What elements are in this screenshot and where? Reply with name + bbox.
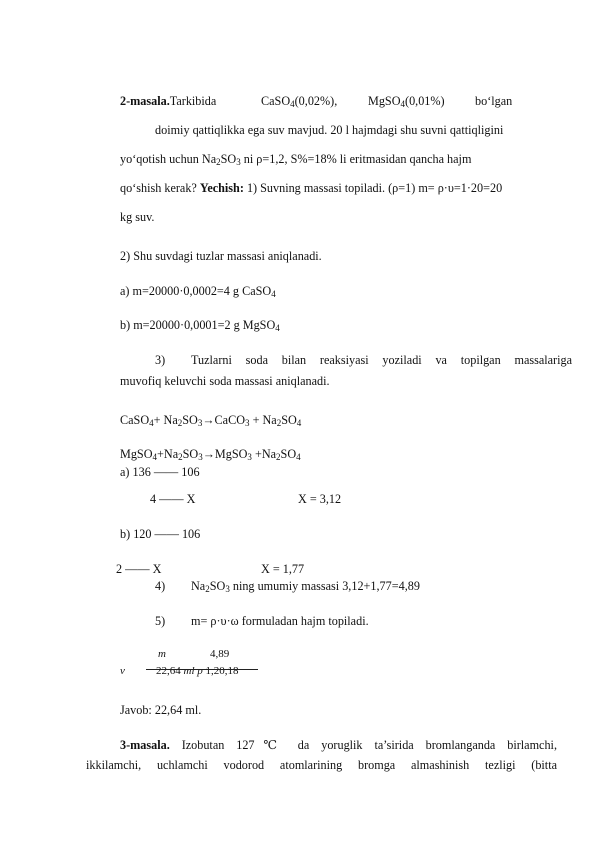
step-5-number: 5) <box>155 614 166 628</box>
step-3-number: 3) <box>155 353 166 367</box>
problem-2-label: 2-masala. <box>120 94 170 108</box>
problem-2-line-3: yo‘qotish uchun $Na_2SO_3$ ni ρ=1,2, S%=18% li eritmasidan qancha hajm <box>120 152 472 167</box>
step-5-text: m= ρ·υ·ω formuladan hajm topiladi. <box>191 614 369 628</box>
step-3-continuation: muvofiq keluvchi soda massasi aniqlanadi. <box>120 374 330 388</box>
proportion-b-result: X = 1,77 <box>261 562 305 576</box>
proportion-b-line-1: b) 120 —— 106 <box>120 527 201 541</box>
problem-2-line-5: kg suv. <box>120 210 155 224</box>
problem-3-label: 3-masala. <box>120 738 170 752</box>
proportion-b-line-2: 2 —— X <box>116 562 162 576</box>
proportion-a-line-2: 4 —— X <box>150 492 196 506</box>
equation-mgso4: $MgSO_4+Na_2SO_3\to MgSO_3 +Na_2SO_4$ <box>120 447 301 462</box>
formula-m: m <box>158 648 166 660</box>
step-4-number: 4) <box>155 579 166 593</box>
step-2: 2) Shu suvdagi tuzlar massasi aniqlanadi. <box>120 249 322 263</box>
problem-2-line-4: qo‘shish kerak? Yechish: 1) Suvning massasi topiladi. (ρ=1) m= ρ·υ=1·20=20 <box>120 181 503 195</box>
formula-numerator: 4,89 <box>210 648 230 660</box>
step-3-text: Tuzlarni soda bilan reaksiyasi yoziladi va topilgan massalariga <box>191 353 572 367</box>
answer: Javob: 22,64 ml. <box>120 703 202 717</box>
formula-v: v <box>120 665 125 677</box>
solution-label: Yechish: <box>199 181 244 195</box>
step-2a: a) m=20000·0,0002=4 g CaSO$_4$ <box>120 284 276 299</box>
problem-3-line-2: ikkilamchi, uchlamchi vodorod atomlarining bromga almashinish tezligi (bitta <box>86 758 557 772</box>
problem-2-mgso4: MgSO$_4$(0,01%) <box>368 94 445 109</box>
proportion-a-line-1: a) 136 —— 106 <box>120 465 200 479</box>
equation-caso4: CaSO$_4$+ $Na_2SO_3\to CaCO_3 + Na_2SO_4$ <box>120 413 302 428</box>
proportion-a-result: X = 3,12 <box>298 492 342 506</box>
problem-2-line-1: 2-masala.Tarkibida <box>120 94 217 108</box>
step-4-text: $Na_2SO_3$ ning umumiy massasi 3,12+1,77=4,89 <box>191 579 420 594</box>
problem-2-caso4: CaSO$_4$(0,02%), <box>261 94 338 109</box>
formula-result: 22,64 ml p 1,20,18 <box>156 665 239 677</box>
problem-2-bolgan: bo‘lgan <box>475 94 513 108</box>
problem-3-line-1: 3-masala. Izobutan 127℃ da yoruglik ta’sirida bromlanganda birlamchi, <box>120 738 557 752</box>
problem-2-line-2: doimiy qattiqlikka ega suv mavjud. 20 l hajmdagi shu suvni qattiqligini <box>155 123 504 137</box>
step-2b: b) m=20000·0,0001=2 g MgSO$_4$ <box>120 318 280 333</box>
formula-fraction-line <box>146 669 258 670</box>
